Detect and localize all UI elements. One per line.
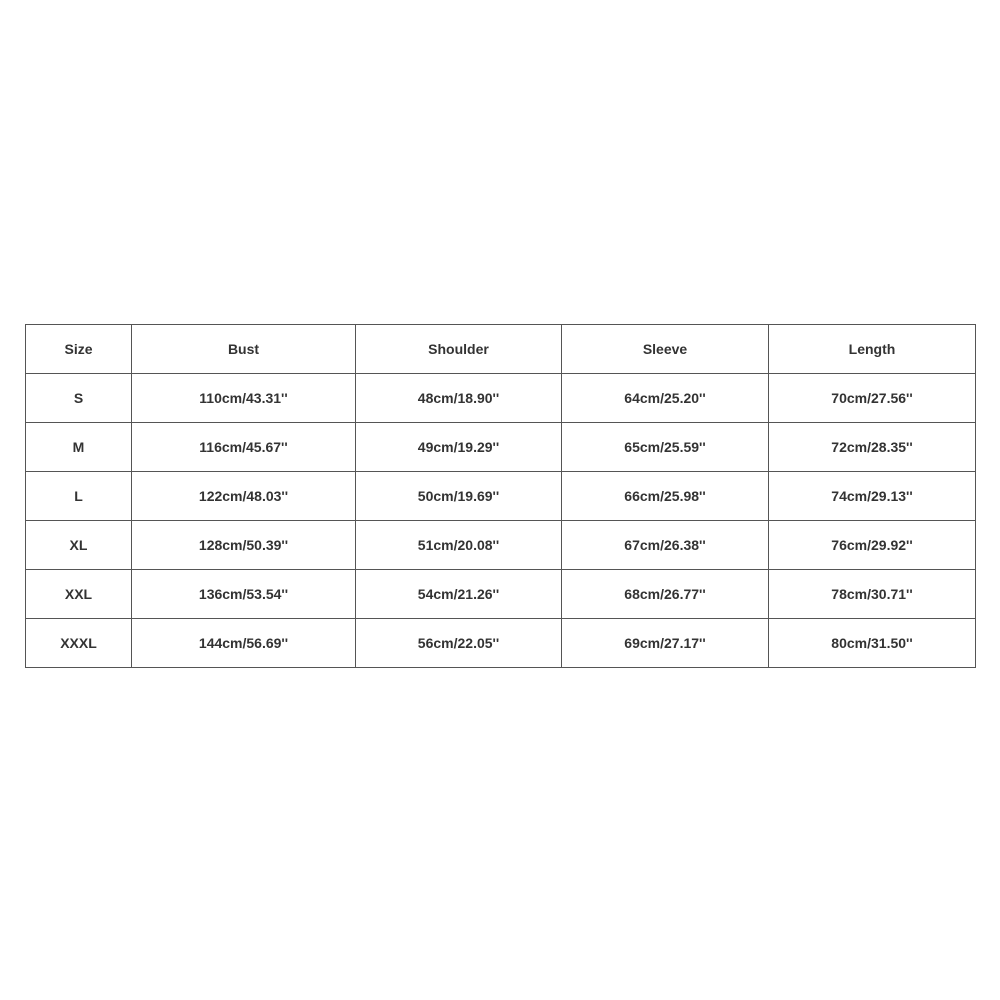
cell-length: 76cm/29.92'' — [769, 521, 976, 570]
cell-length: 70cm/27.56'' — [769, 374, 976, 423]
cell-sleeve: 66cm/25.98'' — [562, 472, 769, 521]
cell-length: 72cm/28.35'' — [769, 423, 976, 472]
cell-bust: 110cm/43.31'' — [132, 374, 356, 423]
cell-bust: 116cm/45.67'' — [132, 423, 356, 472]
cell-shoulder: 49cm/19.29'' — [356, 423, 562, 472]
cell-shoulder: 50cm/19.69'' — [356, 472, 562, 521]
header-sleeve: Sleeve — [562, 325, 769, 374]
cell-size: S — [26, 374, 132, 423]
cell-length: 74cm/29.13'' — [769, 472, 976, 521]
cell-size: M — [26, 423, 132, 472]
cell-sleeve: 68cm/26.77'' — [562, 570, 769, 619]
cell-shoulder: 54cm/21.26'' — [356, 570, 562, 619]
cell-size: XL — [26, 521, 132, 570]
cell-sleeve: 69cm/27.17'' — [562, 619, 769, 668]
table-row — [26, 472, 976, 521]
cell-size: L — [26, 472, 132, 521]
cell-shoulder: 51cm/20.08'' — [356, 521, 562, 570]
table-row — [26, 374, 976, 423]
cell-bust: 128cm/50.39'' — [132, 521, 356, 570]
table-row — [26, 423, 976, 472]
cell-length: 80cm/31.50'' — [769, 619, 976, 668]
cell-bust: 136cm/53.54'' — [132, 570, 356, 619]
header-size: Size — [26, 325, 132, 374]
header-shoulder: Shoulder — [356, 325, 562, 374]
cell-sleeve: 65cm/25.59'' — [562, 423, 769, 472]
cell-size: XXL — [26, 570, 132, 619]
table-row — [26, 521, 976, 570]
table-row — [26, 570, 976, 619]
table-header-row — [26, 325, 976, 374]
cell-size: XXXL — [26, 619, 132, 668]
cell-shoulder: 56cm/22.05'' — [356, 619, 562, 668]
table-row — [26, 619, 976, 668]
header-length: Length — [769, 325, 976, 374]
size-chart-table — [25, 324, 976, 668]
cell-sleeve: 67cm/26.38'' — [562, 521, 769, 570]
header-bust: Bust — [132, 325, 356, 374]
cell-bust: 144cm/56.69'' — [132, 619, 356, 668]
cell-bust: 122cm/48.03'' — [132, 472, 356, 521]
cell-length: 78cm/30.71'' — [769, 570, 976, 619]
cell-sleeve: 64cm/25.20'' — [562, 374, 769, 423]
cell-shoulder: 48cm/18.90'' — [356, 374, 562, 423]
